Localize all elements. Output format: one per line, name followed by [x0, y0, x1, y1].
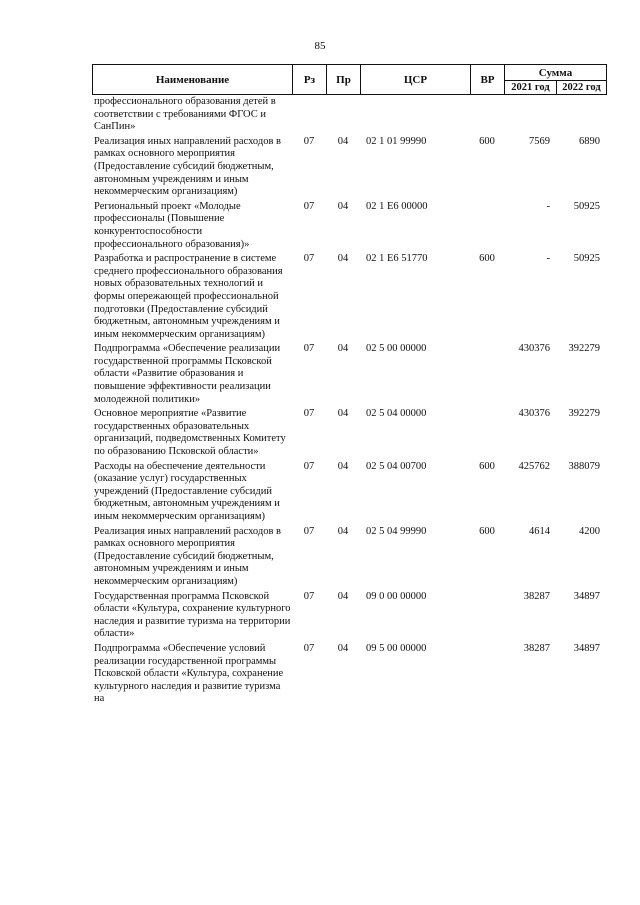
- row-value-2022: 392279: [568, 343, 600, 355]
- row-rz: 07: [303, 642, 315, 654]
- row-rz: 07: [303, 590, 315, 602]
- row-rz: 07: [303, 200, 315, 212]
- row-csr: [360, 96, 470, 136]
- header-rz: Рз: [293, 65, 327, 95]
- row-name: профессионального образования детей в соответствии с требованиями ФГОС и СанПин»: [94, 96, 276, 133]
- row-name: Региональный проект «Молодые профессионалы (Повышение конкурентоспособности профессионального образования)»: [94, 200, 250, 250]
- row-vr: [470, 643, 504, 708]
- row-pr: 04: [337, 408, 349, 420]
- header-year-2021: 2021 год: [505, 81, 557, 95]
- row-value-2021: 4614: [529, 525, 550, 537]
- row-value-2021: -: [546, 253, 550, 265]
- row-rz: 07: [303, 343, 315, 355]
- row-csr: 09 0 00 00000: [366, 590, 427, 602]
- row-value-2022: 4200: [579, 525, 600, 537]
- row-csr: 02 1 01 99990: [366, 135, 427, 147]
- row-rz: 07: [303, 408, 315, 420]
- row-name: Реализация иных направлений расходов в рамках основного мероприятия (Предоставление субсидий бюджетным, автономным учреждениям и иным некоммерческим организациям): [94, 525, 282, 587]
- row-csr: 02 5 04 00700: [366, 460, 427, 472]
- row-value-2022: 392279: [568, 408, 600, 420]
- row-rz: 07: [303, 135, 315, 147]
- header-sum: Сумма: [505, 65, 607, 81]
- row-rz: [292, 96, 326, 136]
- row-value-2021: 430376: [518, 408, 550, 420]
- row-vr: [470, 201, 504, 253]
- table-header: [92, 64, 607, 95]
- table-row: [92, 96, 606, 136]
- row-value-2022: 34897: [573, 642, 600, 654]
- row-value-2021: 425762: [518, 460, 550, 472]
- row-pr: 04: [337, 200, 349, 212]
- page-number: 85: [314, 40, 326, 52]
- row-pr: 04: [337, 343, 349, 355]
- row-value-2021: -: [546, 200, 550, 212]
- table-row: [92, 408, 606, 460]
- row-pr: 04: [337, 525, 349, 537]
- row-pr: 04: [337, 590, 349, 602]
- row-pr: 04: [337, 253, 349, 265]
- table-row: [92, 643, 606, 708]
- row-vr: 600: [479, 253, 495, 265]
- row-value-2021: [504, 96, 556, 136]
- row-value-2022: 50925: [573, 200, 600, 212]
- row-vr: 600: [479, 135, 495, 147]
- table-row: [92, 253, 606, 343]
- row-value-2021: 430376: [518, 343, 550, 355]
- row-value-2022: 34897: [573, 590, 600, 602]
- row-pr: [326, 96, 360, 136]
- row-csr: 02 5 04 99990: [366, 525, 427, 537]
- table-row: [92, 461, 606, 526]
- row-vr: 600: [479, 460, 495, 472]
- row-name: Подпрограмма «Обеспечение реализации государственной программы Псковской области «Развитие образования и повышение эффективности реализации молодежной политики»: [94, 343, 281, 405]
- budget-table: [92, 96, 606, 708]
- row-pr: 04: [337, 642, 349, 654]
- row-vr: [470, 408, 504, 460]
- header-vr: ВР: [471, 65, 505, 95]
- row-csr: 02 5 00 00000: [366, 343, 427, 355]
- row-name: Подпрограмма «Обеспечение условий реализации государственной программы Псковской области «Культура, сохранение культурного наследия и развитие туризма на: [94, 642, 284, 705]
- header-name: Наименование: [93, 65, 293, 95]
- header-csr: ЦСР: [361, 65, 471, 95]
- row-rz: 07: [303, 460, 315, 472]
- table-row: [92, 136, 606, 201]
- row-value-2022: 388079: [568, 460, 600, 472]
- row-vr: [470, 343, 504, 408]
- row-rz: 07: [303, 253, 315, 265]
- row-csr: 02 5 04 00000: [366, 408, 427, 420]
- header-pr: Пр: [327, 65, 361, 95]
- row-csr: 09 5 00 00000: [366, 642, 427, 654]
- header-year-2022: 2022 год: [557, 81, 607, 95]
- table-row: [92, 526, 606, 591]
- row-value-2021: 7569: [529, 135, 550, 147]
- row-vr: [470, 591, 504, 643]
- row-csr: 02 1 Е6 00000: [366, 200, 428, 212]
- row-name: Государственная программа Псковской области «Культура, сохранение культурного наследия и развитие туризма на территории области»: [94, 590, 291, 640]
- table-row: [92, 201, 606, 253]
- row-name: Разработка и распространение в системе среднего профессионального образования новых образовательных технологий и формы опережающей профессиональной подготовки (Предоставление субсидий бюджетным, автономным учреждениям и иным некоммерческим организациям): [94, 253, 283, 340]
- row-value-2022: 50925: [573, 253, 600, 265]
- row-name: Реализация иных направлений расходов в рамках основного мероприятия (Предоставление субсидий бюджетным, автономным учреждениям и иным некоммерческим организациям): [94, 135, 282, 198]
- table-row: [92, 591, 606, 643]
- row-vr: [470, 96, 504, 136]
- row-rz: 07: [303, 525, 315, 537]
- row-pr: 04: [337, 135, 349, 147]
- row-value-2022: [556, 96, 606, 136]
- row-value-2021: 38287: [523, 642, 550, 654]
- row-csr: 02 1 Е6 51770: [366, 253, 428, 265]
- table-row: [92, 343, 606, 408]
- row-value-2022: 6890: [579, 135, 600, 147]
- row-value-2021: 38287: [523, 590, 550, 602]
- row-name: Расходы на обеспечение деятельности (оказание услуг) государственных учреждений (Предоставление субсидий бюджетным, автономным учреждениям и иным некоммерческим организациям): [94, 460, 280, 522]
- row-name: Основное мероприятие «Развитие государственных образовательных организаций, подведомственных Комитету по образованию Псковской области»: [94, 408, 286, 458]
- row-vr: 600: [479, 525, 495, 537]
- row-pr: 04: [337, 460, 349, 472]
